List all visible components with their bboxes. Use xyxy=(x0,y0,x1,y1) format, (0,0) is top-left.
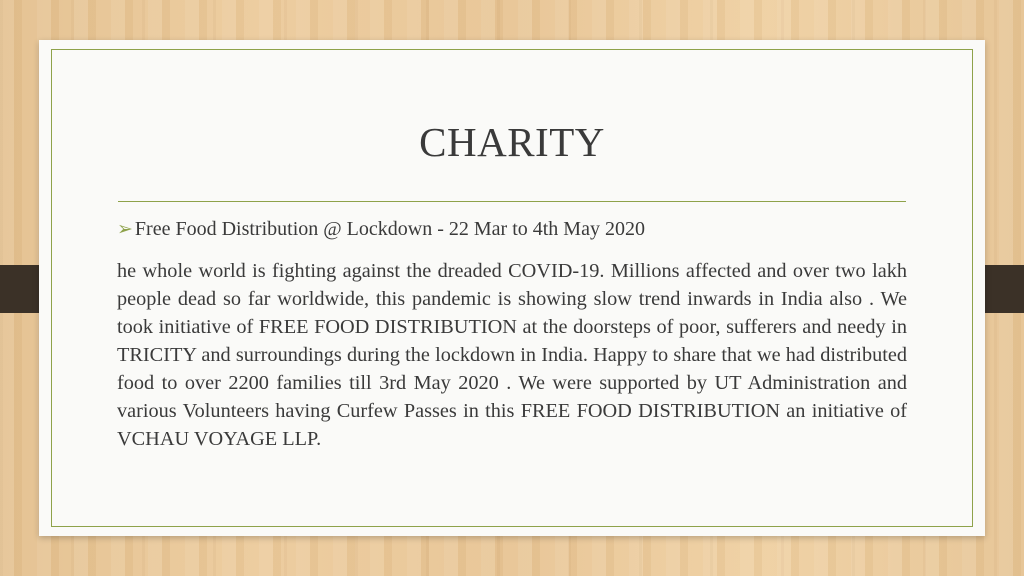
slide-title: CHARITY xyxy=(419,119,605,165)
bullet-item xyxy=(117,218,645,241)
bullet-text: Free Food Distribution @ Lockdown - 22 Mar to 4th May 2020 xyxy=(134,218,645,240)
title-divider xyxy=(118,201,906,202)
slide-card xyxy=(39,40,985,536)
body-paragraph: he whole world is fighting against the dreaded COVID-19. Millions affected and over two lakh people dead so far worldwide, this pandemic is showing slow trend inwards in India also . We took initiative of FREE FOOD DISTRIBUTION at the doorsteps of poor, sufferers and needy in TRICITY and surroundings during the lockdown in India. Happy to share that we had distributed food to over 2200 families till 3rd May 2020 . We were supported by UT Administration and various Volunteers having Curfew Passes in this FREE FOOD DISTRIBUTION an initiative of VCHAU VOYAGE LLP. xyxy=(117,260,907,450)
arrow-bullet-icon: ➢ xyxy=(117,218,133,240)
